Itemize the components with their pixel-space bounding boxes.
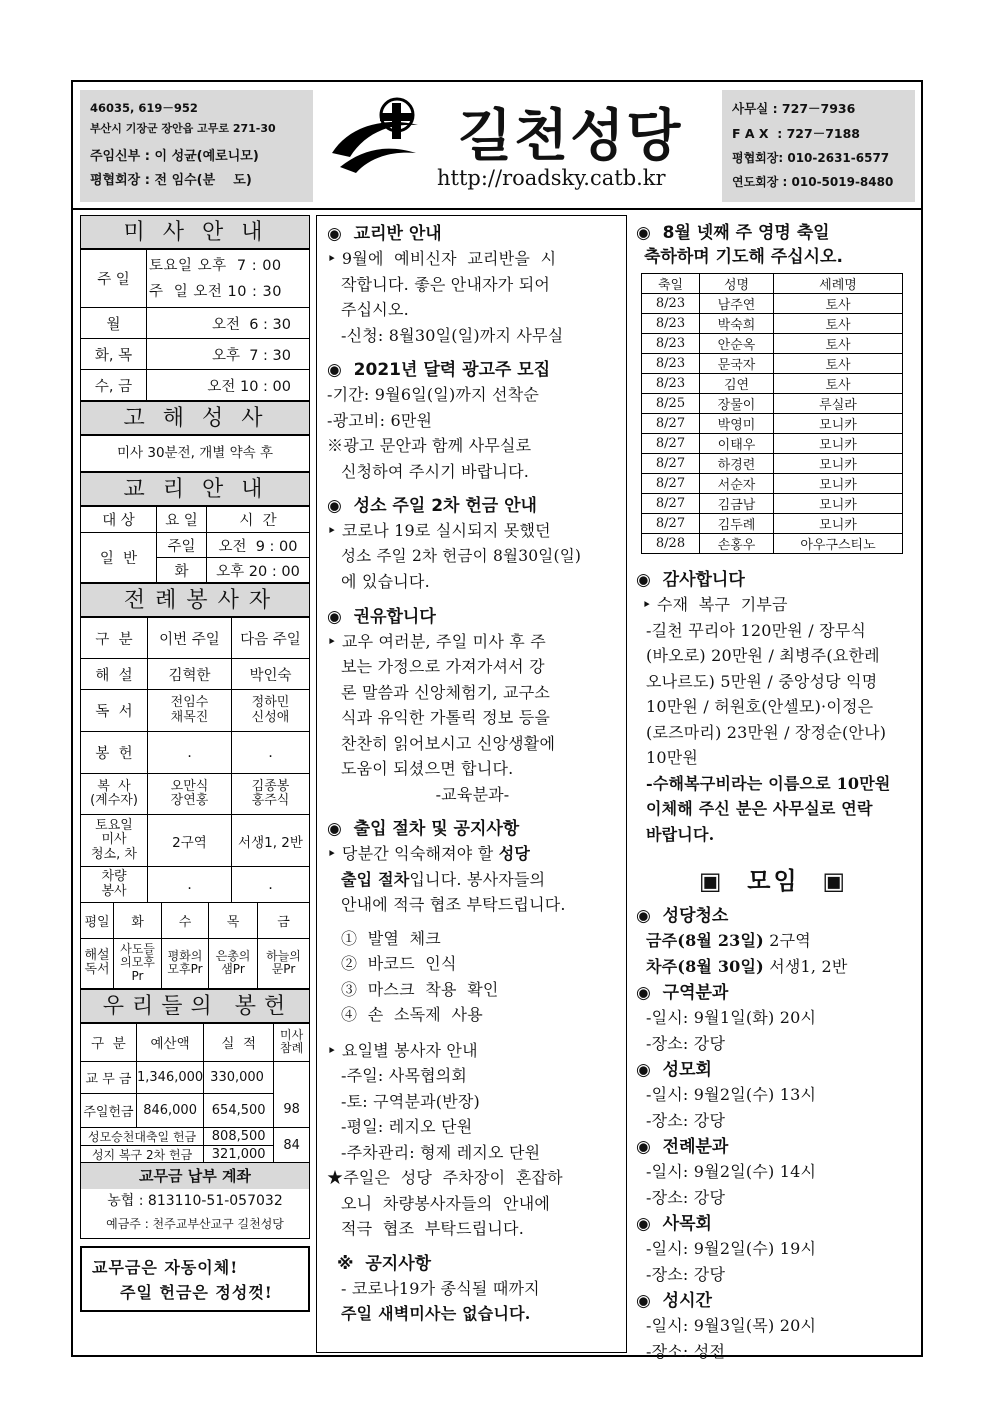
- feast-name: 서순자: [700, 474, 774, 494]
- server-this-week: 전임수 채목진: [148, 690, 232, 732]
- website-link[interactable]: http://roadsky.catb.kr: [437, 166, 666, 190]
- server-next-week: 박인숙: [232, 659, 310, 690]
- feast-row: [642, 454, 903, 474]
- feast-date: 8/27: [642, 414, 700, 434]
- section-text-bold: 금주(8월 23일): [646, 931, 764, 950]
- section-title: ◉ 사목회: [636, 1214, 712, 1234]
- server-this-week: .: [148, 732, 232, 774]
- section-text: 주십시오.: [341, 300, 409, 319]
- header-address-box: [80, 90, 313, 202]
- servers-title: 전례봉사자: [80, 583, 310, 617]
- server-role: 토요일 미사 청소, 차: [81, 815, 148, 867]
- offering-attendance: 84: [274, 1127, 310, 1163]
- feast-row: [642, 394, 903, 414]
- section-text: ‣ 요일별 봉사자 안내: [327, 1040, 478, 1060]
- catechism-title: 교리안내: [80, 472, 310, 506]
- right-column: [632, 215, 915, 1361]
- feast-name: 김금남: [700, 494, 774, 514]
- col-header: 구 분: [81, 618, 148, 659]
- confession-title: 고해성사: [80, 401, 310, 435]
- feast-row: [642, 494, 903, 514]
- council-president: 평협회장 : 전 임수(분 도): [90, 172, 252, 188]
- section-text: 론 말씀과 신앙체험기, 교구소: [341, 682, 551, 702]
- offering-actual: 330,000: [204, 1061, 274, 1093]
- section-text: -주일: 사목협의회: [341, 1066, 468, 1085]
- bank-holder: 예금주 : 천주교부산교구 길천성당: [106, 1216, 284, 1231]
- section-text: (로즈마리) 23만원 / 장정순(안나): [646, 722, 887, 742]
- col-header: 이번 주일: [148, 618, 232, 659]
- section-text: ★주일은 성당 주차장이 혼잡하: [327, 1168, 563, 1187]
- server-role: 봉 헌: [81, 732, 148, 774]
- feast-baptismal-name: 아우구스티노: [774, 534, 903, 554]
- meeting-place: -장소: 강당: [646, 1110, 726, 1130]
- step-item: ① 발열 체크: [341, 928, 441, 948]
- offering-budget: 846,000: [137, 1093, 204, 1127]
- middle-column: [316, 215, 627, 1353]
- offering-label: 주일헌금: [81, 1093, 137, 1127]
- col-header: 세례명: [774, 274, 903, 294]
- section-text: 작합니다. 좋은 안내자가 되어: [341, 274, 551, 294]
- feast-date: 8/23: [642, 294, 700, 314]
- offering-label: 성모승천대축일 헌금: [81, 1127, 204, 1145]
- server-this-week: 김혁한: [148, 659, 232, 690]
- catechism-group: 일 반: [81, 533, 157, 583]
- feast-row: [642, 414, 903, 434]
- closing-line: 주일 헌금은 정성껏!: [120, 1282, 273, 1302]
- col-header: 성명: [700, 274, 774, 294]
- meetings-list: [636, 981, 911, 1364]
- server-next-week: .: [232, 732, 310, 774]
- section-text: ‣ 수재 복구 기부금: [642, 595, 788, 614]
- mass-time: 오전 10 : 00: [147, 370, 310, 401]
- section-text: -신청: 8월30일(일)까지 사무실: [341, 325, 564, 345]
- section-title: ◉ 성시간: [636, 1291, 712, 1311]
- feast-row: [642, 294, 903, 314]
- section-text: 서생1, 2반: [763, 956, 848, 976]
- weekday-servers-table: [80, 902, 310, 989]
- feast-date: 8/27: [642, 474, 700, 494]
- pastor: 주임신부 : 이 성균(예로니모): [90, 148, 259, 164]
- step-item: ④ 손 소독제 사용: [341, 1005, 483, 1024]
- section-title: 축하하며 기도해 주십시오.: [644, 247, 843, 267]
- col-header: 평일: [81, 902, 114, 938]
- address: 부산시 기장군 장안읍 고무로 271-30: [90, 122, 276, 136]
- meeting-place: -장소: 강당: [646, 1033, 726, 1053]
- feast-name: 박숙희: [700, 314, 774, 334]
- section-title: ◉ 성소 주일 2차 헌금 안내: [327, 496, 537, 516]
- section-text: ‣ 당분간 익숙해져야 할: [327, 844, 499, 863]
- section-text: -주차관리: 형제 레지오 단원: [341, 1142, 541, 1162]
- section-text: 주일: [341, 1304, 379, 1323]
- section-title: ◉ 2021년 달력 광고주 모집: [327, 360, 551, 380]
- col-header: 다음 주일: [232, 618, 310, 659]
- catechism-day: 화: [157, 558, 207, 583]
- section-text-bold: 바랍니다.: [646, 824, 715, 844]
- col-header: 수: [162, 902, 209, 938]
- mass-day: 주 일: [81, 250, 147, 308]
- office-phone: 사무실 : 727－7936: [732, 101, 856, 116]
- feast-baptismal-name: 토사: [774, 314, 903, 334]
- feast-row: [642, 354, 903, 374]
- server-this-week: 오만식 장연홍: [148, 774, 232, 815]
- catechism-table: [80, 506, 310, 583]
- section-text: 식과 유익한 가톨릭 정보 등을: [341, 708, 551, 727]
- section-text: 성소 주일 2차 헌금이 8월30일(일): [341, 546, 582, 565]
- feast-date: 8/23: [642, 374, 700, 394]
- section-title: ※ 공지사항: [337, 1253, 432, 1274]
- section-text: 2구역: [763, 931, 811, 950]
- closing-message: [80, 1246, 310, 1312]
- weekday-group: 사도들 의모후 Pr: [114, 938, 162, 988]
- col-header: 시 간: [207, 507, 310, 533]
- section-text: 도움이 되셨으면 합니다.: [341, 759, 514, 778]
- col-header: 구 분: [81, 1023, 137, 1061]
- feast-date: 8/23: [642, 334, 700, 354]
- section-text: - 코로나19가 종식될 때까지: [341, 1278, 540, 1298]
- section-text: -광고비: 6만원: [327, 410, 433, 430]
- server-role: 복 사 (계수자): [81, 774, 148, 815]
- server-role: 차량 봉사: [81, 867, 148, 903]
- feast-name: 박영미: [700, 414, 774, 434]
- feast-baptismal-name: 루실라: [774, 394, 903, 414]
- col-header: 화: [114, 902, 162, 938]
- feast-baptismal-name: 모니카: [774, 514, 903, 534]
- feast-row: [642, 434, 903, 454]
- feast-baptismal-name: 토사: [774, 354, 903, 374]
- feast-name: 안순옥: [700, 334, 774, 354]
- youth-phone: 연도회장 : 010-5019-8480: [732, 175, 894, 189]
- mass-day: 수, 금: [81, 370, 147, 401]
- meeting-place: -장소: 강당: [646, 1187, 726, 1207]
- feast-row: [642, 334, 903, 354]
- feast-date: 8/25: [642, 394, 700, 414]
- weekday-role: 해설 독서: [81, 938, 114, 988]
- section-title: ◉ 출입 절차 및 공지사항: [327, 819, 520, 839]
- postal-code: 46035, 619－952: [90, 101, 198, 115]
- col-header: 미사 참례: [274, 1023, 310, 1061]
- feast-name: 장물이: [700, 394, 774, 414]
- feast-baptismal-name: 토사: [774, 374, 903, 394]
- meetings-title: ▣ 모임 ▣: [698, 867, 849, 895]
- fax-number: F A X : 727－7188: [732, 126, 860, 141]
- section-text: ※광고 문안과 함께 사무실로: [327, 436, 532, 455]
- offering-title: 우리들의 봉헌: [80, 989, 310, 1023]
- server-next-week: 정하민 신성애: [232, 690, 310, 732]
- offering-budget: 1,346,000: [137, 1061, 204, 1093]
- step-item: ③ 마스크 착용 확인: [341, 979, 499, 999]
- feast-date: 8/27: [642, 494, 700, 514]
- feast-date: 8/23: [642, 354, 700, 374]
- server-this-week: .: [148, 867, 232, 903]
- church-name-title: 길천성당: [458, 104, 683, 169]
- section-title: ◉ 성모회: [636, 1060, 712, 1080]
- catechism-time: 오후 20 : 00: [207, 558, 310, 583]
- section-text: 안내에 적극 협조 부탁드립니다.: [341, 895, 566, 914]
- feast-date: 8/27: [642, 514, 700, 534]
- col-header: 금: [258, 902, 310, 938]
- feast-date: 8/23: [642, 314, 700, 334]
- col-header: 축일: [642, 274, 700, 294]
- section-title: ◉ 성당청소: [636, 906, 729, 926]
- feast-row: [642, 474, 903, 494]
- section-text: 오니 차량봉사자들의 안내에: [341, 1193, 551, 1213]
- feast-name: 손홍우: [700, 534, 774, 554]
- header-contact-box: [722, 90, 915, 202]
- section-title: ◉ 전례분과: [636, 1137, 729, 1157]
- section-text: 오나르도) 5만원 / 중앙성당 익명: [646, 671, 878, 691]
- weekday-group: 하늘의 문Pr: [258, 938, 310, 988]
- server-role: 해 설: [81, 659, 148, 690]
- left-column: [80, 215, 310, 1312]
- section-text: -길천 꾸리아 120만원 / 장무식: [646, 620, 867, 640]
- meeting-place: -장소: 강당: [646, 1264, 726, 1284]
- feast-date: 8/27: [642, 434, 700, 454]
- feast-row: [642, 314, 903, 334]
- offering-attendance: 98: [274, 1061, 310, 1127]
- feast-baptismal-name: 모니카: [774, 414, 903, 434]
- section-title: ◉ 권유합니다: [327, 606, 436, 627]
- section-text: 적극 협조 부탁드립니다.: [341, 1219, 524, 1238]
- section-title: ◉ 구역분과: [636, 983, 729, 1003]
- mass-schedule-table: [80, 249, 310, 401]
- section-sign: -교육분과-: [435, 784, 510, 804]
- meeting-time: -일시: 9월3일(목) 20시: [646, 1316, 817, 1335]
- section-text: 찬찬히 읽어보시고 신앙생활에: [341, 733, 556, 753]
- closing-line: 교무금은 자동이체!: [92, 1257, 239, 1277]
- feast-name: 이태우: [700, 434, 774, 454]
- servers-table: [80, 617, 310, 903]
- mass-day: 월: [81, 308, 147, 339]
- offering-actual: 808,500: [204, 1127, 274, 1145]
- offering-actual: 321,000: [204, 1145, 274, 1163]
- server-role: 독 서: [81, 690, 148, 732]
- feast-date: 8/27: [642, 454, 700, 474]
- section-title: ◉ 감사합니다: [636, 570, 745, 590]
- section-text-bold: 이체해 주신 분은 사무실로 연락: [646, 799, 873, 818]
- bank-title: 교무금 납부 계좌: [81, 1163, 309, 1189]
- feast-baptismal-name: 토사: [774, 334, 903, 354]
- feast-row: [642, 374, 903, 394]
- section-text: 10만원 / 허원호(안셀모)·이정은: [646, 697, 874, 716]
- section-text: 신청하여 주시기 바랍니다.: [341, 461, 530, 481]
- offering-label: 성지 복구 2차 헌금: [81, 1145, 204, 1163]
- section-text: 에 있습니다.: [341, 572, 430, 591]
- col-header: 실 적: [204, 1023, 274, 1061]
- section-text-bold: 성당: [498, 844, 530, 863]
- mass-schedule-title: 미사안내: [80, 215, 310, 249]
- feast-name: 문국자: [700, 354, 774, 374]
- server-next-week: 서생1, 2반: [232, 815, 310, 867]
- section-text: (바오로) 20만원 / 최병주(요한레: [646, 646, 880, 665]
- mass-time: 오후 7 : 30: [147, 339, 310, 370]
- confession-note: 미사 30분전, 개별 약속 후: [80, 435, 310, 472]
- col-header: 대 상: [81, 507, 157, 533]
- section-title: ◉ 8월 넷째 주 영명 축일: [636, 223, 830, 243]
- section-text: -기간: 9월6일(일)까지 선착순: [327, 385, 539, 404]
- meeting-time: -일시: 9월2일(수) 19시: [646, 1239, 817, 1258]
- meeting-place: -장소: 성전: [646, 1341, 726, 1361]
- section-text: 보는 가정으로 가져가셔서 강: [341, 657, 545, 676]
- step-item: ② 바코드 인식: [341, 954, 457, 973]
- offering-label: 교 무 금: [81, 1061, 137, 1093]
- feast-name: 하경련: [700, 454, 774, 474]
- bank-account-box: [80, 1162, 310, 1239]
- meeting-time: -일시: 9월2일(수) 14시: [646, 1162, 817, 1181]
- weekday-group: 은총의 샘Pr: [209, 938, 258, 988]
- offering-table: [80, 1023, 310, 1164]
- section-text: 입니다. 봉사자들의: [409, 869, 546, 889]
- col-header: 목: [209, 902, 258, 938]
- header-divider: [71, 208, 923, 210]
- server-next-week: 김종봉 홍주식: [232, 774, 310, 815]
- bank-account: 농협 : 813110-51-057032: [107, 1193, 283, 1210]
- feast-date: 8/28: [642, 534, 700, 554]
- weekday-group: 평화의 모후Pr: [162, 938, 209, 988]
- feast-name: 남주연: [700, 294, 774, 314]
- section-title: ◉ 교리반 안내: [327, 224, 442, 244]
- church-logo-icon: [330, 95, 420, 177]
- section-text-bold: 차주(8월 30일): [646, 956, 764, 976]
- meeting-time: -일시: 9월2일(수) 13시: [646, 1085, 817, 1104]
- section-text-bold: 출입 절차: [341, 869, 410, 889]
- server-this-week: 2구역: [148, 815, 232, 867]
- mass-time: 오전 6 : 30: [147, 308, 310, 339]
- col-header: 예산액: [137, 1023, 204, 1061]
- server-next-week: .: [232, 867, 310, 903]
- feast-day-table: [641, 273, 903, 554]
- catechism-day: 주일: [157, 533, 207, 558]
- feast-baptismal-name: 모니카: [774, 474, 903, 494]
- mass-day: 화, 목: [81, 339, 147, 370]
- section-text: 10만원: [646, 748, 699, 767]
- section-text: ‣ 코로나 19로 실시되지 못했던: [327, 521, 551, 540]
- section-text-bold: -수해복구비라는 이름으로 10만원: [646, 773, 891, 793]
- section-text: -토: 구역분과(반장): [341, 1091, 480, 1111]
- council-phone: 평협회장: 010-2631-6577: [732, 151, 890, 165]
- feast-row: [642, 514, 903, 534]
- feast-row: [642, 534, 903, 554]
- feast-baptismal-name: 모니카: [774, 454, 903, 474]
- catechism-time: 오전 9 : 00: [207, 533, 310, 558]
- col-header: 요 일: [157, 507, 207, 533]
- meeting-time: -일시: 9월1일(화) 20시: [646, 1008, 817, 1027]
- offering-actual: 654,500: [204, 1093, 274, 1127]
- feast-baptismal-name: 모니카: [774, 434, 903, 454]
- section-text: -평일: 레지오 단원: [341, 1117, 473, 1136]
- feast-name: 김연: [700, 374, 774, 394]
- section-text-bold: 새벽미사는 없습니다.: [378, 1304, 531, 1323]
- section-text: ‣ 교우 여러분, 주일 미사 후 주: [327, 631, 546, 651]
- feast-name: 김두례: [700, 514, 774, 534]
- feast-baptismal-name: 모니카: [774, 494, 903, 514]
- feast-baptismal-name: 토사: [774, 294, 903, 314]
- mass-time: 주 일 오전 10 : 30: [149, 283, 282, 300]
- section-text: ‣ 9월에 예비신자 교리반을 시: [327, 249, 557, 268]
- mass-time: 토요일 오후 7 : 00: [149, 257, 282, 274]
